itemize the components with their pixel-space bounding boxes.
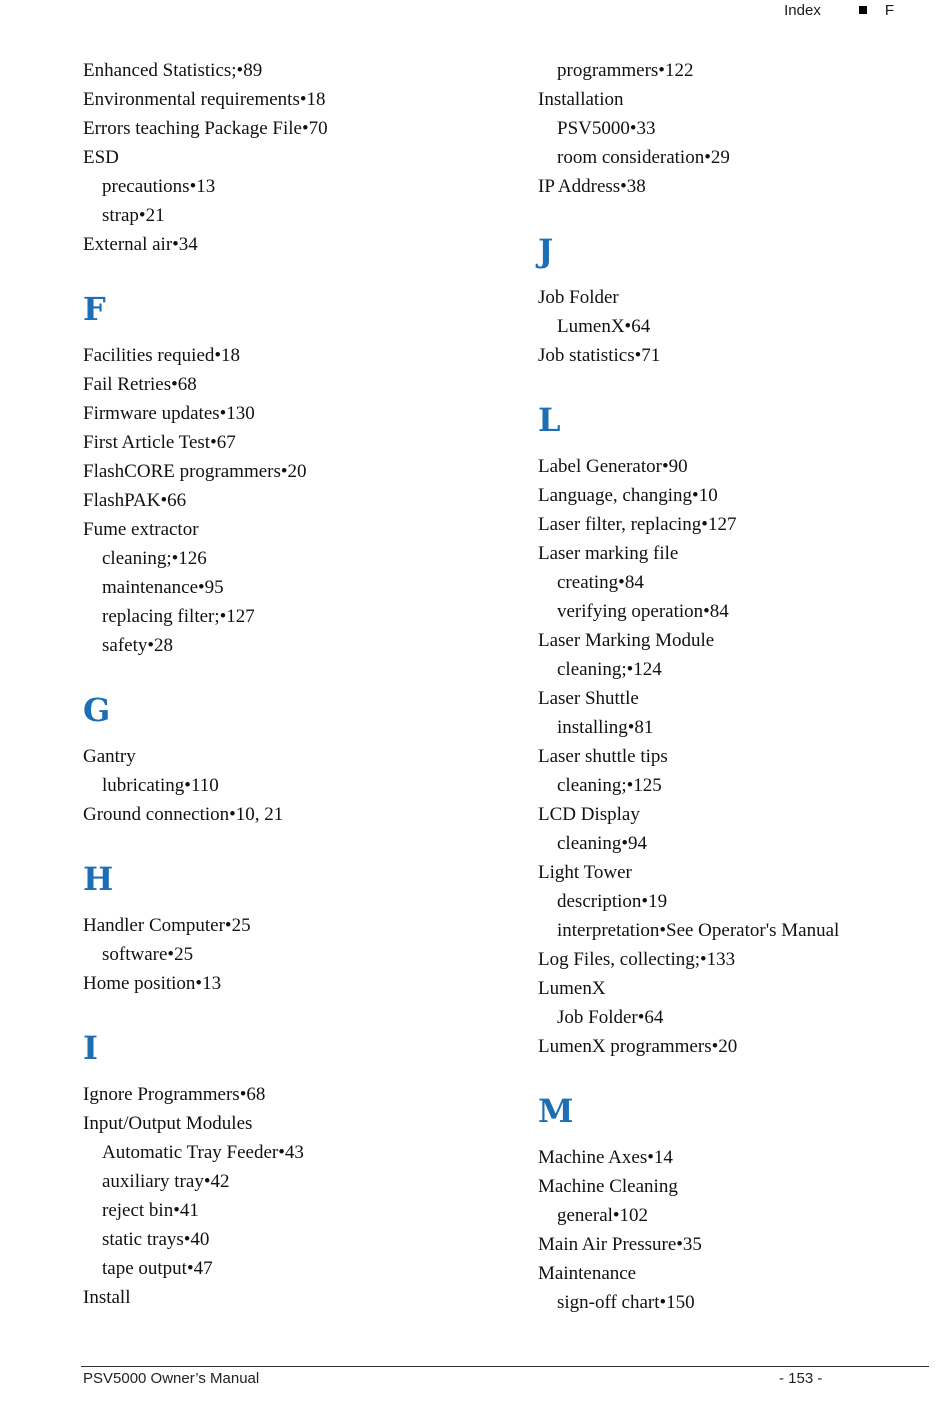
index-subentry: strap•21 bbox=[102, 205, 165, 226]
index-subentry: Automatic Tray Feeder•43 bbox=[102, 1142, 304, 1163]
index-subentry: interpretation•See Operator's Manual bbox=[557, 920, 840, 941]
header-section-label: Index bbox=[784, 1, 821, 19]
index-entry: Firmware updates•130 bbox=[83, 403, 255, 424]
index-entry: Gantry bbox=[83, 746, 136, 767]
index-entry: Log Files, collecting;•133 bbox=[538, 949, 736, 970]
index-entry: FlashPAK•66 bbox=[83, 490, 187, 511]
index-subentry: sign-off chart•150 bbox=[557, 1292, 695, 1313]
index-entry: ESD bbox=[83, 147, 119, 168]
index-subentry: replacing filter;•127 bbox=[102, 606, 255, 627]
index-section-letter: I bbox=[83, 1029, 98, 1067]
index-subentry: LumenX•64 bbox=[557, 316, 651, 337]
index-subentry: cleaning;•126 bbox=[102, 548, 207, 569]
header-letter: F bbox=[884, 1, 894, 19]
index-entry: Job Folder bbox=[538, 287, 619, 308]
index-entry: Handler Computer•25 bbox=[83, 915, 251, 936]
index-entry: Label Generator•90 bbox=[538, 456, 688, 477]
index-column-right bbox=[538, 56, 918, 1317]
index-subentry: Job Folder•64 bbox=[557, 1007, 664, 1028]
index-entry: Language, changing•10 bbox=[538, 485, 718, 506]
index-entry: Fail Retries•68 bbox=[83, 374, 197, 395]
index-subentry: description•19 bbox=[557, 891, 668, 912]
index-subentry: software•25 bbox=[102, 944, 194, 965]
square-bullet-icon bbox=[859, 6, 867, 14]
index-entry: Install bbox=[83, 1287, 131, 1308]
index-entry: Light Tower bbox=[538, 862, 632, 883]
index-entry: Ground connection•10, 21 bbox=[83, 804, 284, 825]
index-entry: Facilities requied•18 bbox=[83, 345, 241, 366]
index-entry: Input/Output Modules bbox=[83, 1113, 253, 1134]
index-subentry: verifying operation•84 bbox=[557, 601, 729, 622]
index-column-left bbox=[83, 56, 503, 1312]
index-section-letter: F bbox=[83, 290, 106, 328]
index-subentry: tape output•47 bbox=[102, 1258, 213, 1279]
index-section-letter: L bbox=[538, 401, 561, 439]
index-subentry: safety•28 bbox=[102, 635, 174, 656]
index-entry: FlashCORE programmers•20 bbox=[83, 461, 307, 482]
index-entry: LCD Display bbox=[538, 804, 640, 825]
index-subentry: creating•84 bbox=[557, 572, 644, 593]
index-entry: Laser marking file bbox=[538, 543, 679, 564]
index-subentry: cleaning;•125 bbox=[557, 775, 662, 796]
index-entry: Laser shuttle tips bbox=[538, 746, 668, 767]
index-subentry: cleaning•94 bbox=[557, 833, 648, 854]
index-entry: Laser Marking Module bbox=[538, 630, 715, 651]
index-entry: Ignore Programmers•68 bbox=[83, 1084, 266, 1105]
index-section-letter: M bbox=[538, 1092, 574, 1130]
index-section-letter: G bbox=[83, 691, 111, 729]
footer-manual-title: PSV5000 Owner’s Manual bbox=[83, 1370, 260, 1387]
index-entry: Installation bbox=[538, 89, 624, 110]
footer-page-number: - 153 - bbox=[779, 1370, 823, 1387]
index-subentry: installing•81 bbox=[557, 717, 654, 738]
index-subentry: PSV5000•33 bbox=[557, 118, 656, 139]
index-subentry: precautions•13 bbox=[102, 176, 216, 197]
index-entry: First Article Test•67 bbox=[83, 432, 236, 453]
index-entry: Job statistics•71 bbox=[538, 345, 661, 366]
footer-divider bbox=[81, 1366, 929, 1367]
index-entry: Main Air Pressure•35 bbox=[538, 1234, 702, 1255]
index-entry: Enhanced Statistics;•89 bbox=[83, 60, 263, 81]
index-subentry: auxiliary tray•42 bbox=[102, 1171, 230, 1192]
index-entry: LumenX programmers•20 bbox=[538, 1036, 738, 1057]
index-entry: External air•34 bbox=[83, 234, 198, 255]
index-entry: Machine Cleaning bbox=[538, 1176, 678, 1197]
index-subentry: lubricating•110 bbox=[102, 775, 219, 796]
index-entry: Laser Shuttle bbox=[538, 688, 639, 709]
index-entry: Machine Axes•14 bbox=[538, 1147, 673, 1168]
index-entry: Errors teaching Package File•70 bbox=[83, 118, 328, 139]
running-header bbox=[784, 0, 894, 20]
index-entry: Fume extractor bbox=[83, 519, 199, 540]
index-entry: Home position•13 bbox=[83, 973, 222, 994]
index-subentry: programmers•122 bbox=[557, 60, 694, 81]
index-subentry: static trays•40 bbox=[102, 1229, 210, 1250]
index-section-letter: H bbox=[83, 860, 114, 898]
index-entry: LumenX bbox=[538, 978, 606, 999]
index-subentry: cleaning;•124 bbox=[557, 659, 662, 680]
index-subentry: reject bin•41 bbox=[102, 1200, 199, 1221]
index-entry: Laser filter, replacing•127 bbox=[538, 514, 737, 535]
index-entry: Environmental requirements•18 bbox=[83, 89, 326, 110]
index-entry: Maintenance bbox=[538, 1263, 637, 1284]
index-entry: IP Address•38 bbox=[538, 176, 646, 197]
index-subentry: room consideration•29 bbox=[557, 147, 730, 168]
index-subentry: general•102 bbox=[557, 1205, 649, 1226]
index-subentry: maintenance•95 bbox=[102, 577, 224, 598]
index-section-letter: J bbox=[538, 232, 554, 270]
